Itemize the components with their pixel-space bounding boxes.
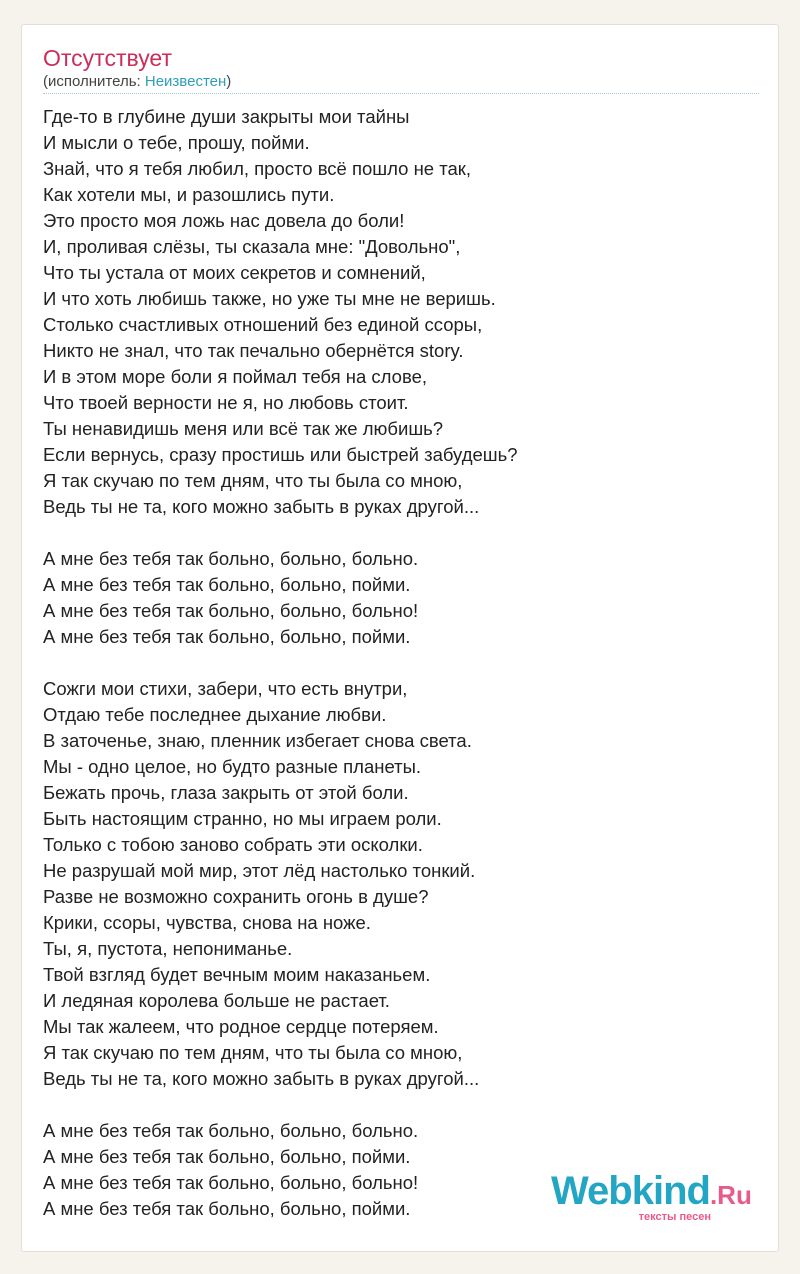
song-title: Отсутствует (43, 45, 172, 71)
artist-link[interactable]: Неизвестен (144, 73, 227, 90)
divider (43, 93, 759, 94)
artist-suffix: ) (226, 73, 232, 90)
logo-name: Webkind (551, 1169, 710, 1213)
logo-wordmark (551, 1169, 751, 1217)
artist-prefix: (исполнитель: (43, 73, 145, 90)
lyrics-text: Где-то в глубине души закрыты мои тайны И мысли о тебе, прошу, пойми. Знай, что я тебя любил, просто всё пошло не так, Как хотели мы, и разошлись пути. Это просто моя ложь нас довела до боли! И, проливая слёзы, ты сказала мне: "Довольно", Что ты устала от моих секретов и сомнений, И что хоть любишь также, но уже ты мне не веришь. Столько счастливых отношений без единой ссоры, Никто не знал, что так печально обернётся story. И в этом море боли я поймал тебя на слове, Что твоей верности не я, но любовь стоит. Ты ненавидишь меня или всё так же любишь? Если вернусь, сразу простишь или быстрей забудешь? Я так скучаю по тем дням, что ты была со мною, Ведь ты не та, кого можно забыть в руках другой... А мне без тебя так больно, больно, больно. А мне без тебя так больно, больно, пойми. А мне без тебя так больно, больно, больно! А мне без тебя так больно, больно, пойми. Сожги мои стихи, забери, что есть внутри, Отдаю тебе последнее дыхание любви. В заточенье, знаю, пленник избегает снова света. Мы - одно целое, но будто разные планеты. Бежать прочь, глаза закрыть от этой боли. Быть настоящим странно, но мы играем роли. Только с тобою заново собрать эти осколки. Не разрушай мой мир, этот лёд настолько тонкий. Разве не возможно сохранить огонь в душе? Крики, ссоры, чувства, снова на ноже. Ты, я, пустота, непониманье. Твой взгляд будет вечным моим наказаньем. И ледяная королева больше не растает. Мы так жалеем, что родное сердце потеряем. Я так скучаю по тем дням, что ты была со мною, Ведь ты не та, кого можно забыть в руках другой... А мне без тебя так больно, больно, больно. А мне без тебя так больно, больно, пойми. А мне без тебя так больно, больно, больно! А мне без тебя так больно, больно, пойми. (43, 106, 518, 1219)
logo-tld: .Ru (709, 1180, 752, 1210)
artist-line (43, 73, 231, 91)
logo-tagline: тексты песен (638, 1211, 711, 1223)
site-logo[interactable] (551, 1169, 751, 1231)
lyrics-card (21, 24, 779, 1252)
